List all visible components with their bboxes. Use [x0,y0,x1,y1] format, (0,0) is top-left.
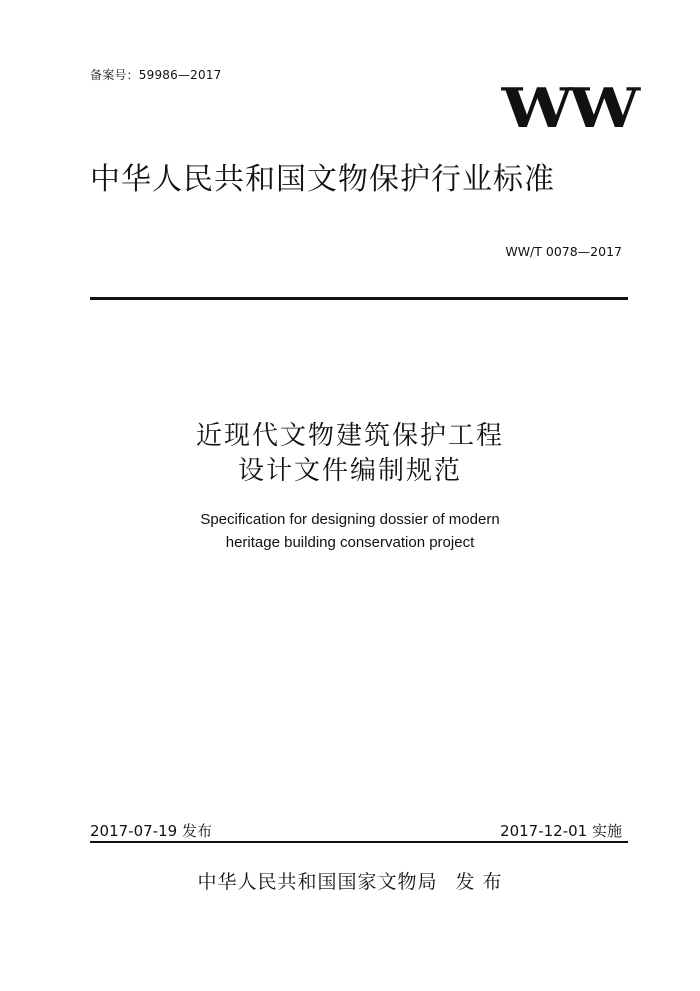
bottom-divider [90,841,628,843]
top-divider [90,297,628,300]
title-chinese-line-1: 近现代文物建筑保护工程 [195,421,504,451]
title-english-line-2: heritage building conservation project [225,534,475,551]
issuer-action: 发 布 [455,871,503,893]
issuer-name: 中华人民共和国国家文物局 [197,871,438,893]
standard-code: WW/T 0078—2017 [505,244,622,259]
industry-standard-title: 中华人民共和国文物保护行业标准 [90,162,555,197]
title-chinese-line-2: 设计文件编制规范 [237,456,462,486]
issue-date: 2017-07-19 发布 [90,822,212,840]
title-english-line-1: Specification for designing dossier of modern [200,511,500,528]
implementation-date: 2017-12-01 实施 [500,822,622,840]
ww-logo: WW [501,76,635,140]
record-number: 备案号：59986—2017 [90,68,222,82]
issuer-line [0,867,700,894]
